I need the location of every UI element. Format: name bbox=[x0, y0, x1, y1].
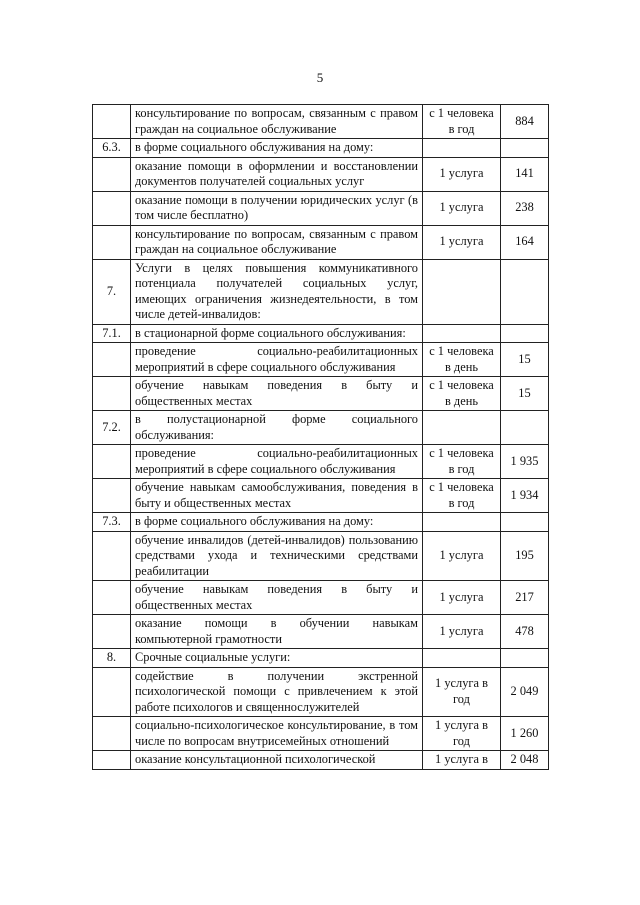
tariff-value-cell: 164 bbox=[501, 225, 549, 259]
unit-cell: 1 услуга bbox=[423, 157, 501, 191]
table-row bbox=[93, 139, 549, 158]
unit-cell: 1 услуга в bbox=[423, 751, 501, 770]
unit-cell: 1 услуга bbox=[423, 615, 501, 649]
service-name-cell: обучение инвалидов (детей-инвалидов) пользованию средствами ухода и техническими средствами реабилитации bbox=[131, 531, 423, 581]
unit-cell bbox=[423, 411, 501, 445]
unit-cell: с 1 человека в день bbox=[423, 343, 501, 377]
row-number-cell bbox=[93, 717, 131, 751]
unit-cell bbox=[423, 513, 501, 532]
row-number-cell: 7.3. bbox=[93, 513, 131, 532]
tariff-value-cell: 1 260 bbox=[501, 717, 549, 751]
service-name-cell: содействие в получении экстренной психологической помощи с привлечением к этой работе психологов и священнослужителей bbox=[131, 667, 423, 717]
tariff-value-cell: 1 934 bbox=[501, 479, 549, 513]
row-number-cell: 7.2. bbox=[93, 411, 131, 445]
tariff-value-cell: 238 bbox=[501, 191, 549, 225]
row-number-cell bbox=[93, 225, 131, 259]
service-name-cell: социально-психологическое консультирование, в том числе по вопросам внутрисемейных отношений bbox=[131, 717, 423, 751]
unit-cell bbox=[423, 324, 501, 343]
table-row bbox=[93, 343, 549, 377]
tariff-value-cell: 15 bbox=[501, 377, 549, 411]
row-number-cell bbox=[93, 531, 131, 581]
row-number-cell bbox=[93, 615, 131, 649]
service-name-cell: в форме социального обслуживания на дому: bbox=[131, 139, 423, 158]
unit-cell: с 1 человека в год bbox=[423, 105, 501, 139]
tariff-value-cell: 141 bbox=[501, 157, 549, 191]
unit-cell: 1 услуга bbox=[423, 581, 501, 615]
table-row bbox=[93, 324, 549, 343]
table-row bbox=[93, 445, 549, 479]
table-row bbox=[93, 259, 549, 324]
unit-cell bbox=[423, 259, 501, 324]
service-name-cell: в полустационарной форме социального обслуживания: bbox=[131, 411, 423, 445]
unit-cell bbox=[423, 649, 501, 668]
table-row bbox=[93, 411, 549, 445]
service-name-cell: оказание помощи в получении юридических услуг (в том числе бесплатно) bbox=[131, 191, 423, 225]
tariff-value-cell: 478 bbox=[501, 615, 549, 649]
unit-cell: с 1 человека в день bbox=[423, 377, 501, 411]
row-number-cell bbox=[93, 581, 131, 615]
tariff-value-cell: 2 049 bbox=[501, 667, 549, 717]
service-name-cell: обучение навыкам поведения в быту и общественных местах bbox=[131, 581, 423, 615]
table-row bbox=[93, 649, 549, 668]
unit-cell: 1 услуга bbox=[423, 225, 501, 259]
row-number-cell: 7.1. bbox=[93, 324, 131, 343]
row-number-cell: 7. bbox=[93, 259, 131, 324]
table-row bbox=[93, 581, 549, 615]
service-name-cell: оказание помощи в оформлении и восстановлении документов получателей социальных услуг bbox=[131, 157, 423, 191]
unit-cell: с 1 человека в год bbox=[423, 445, 501, 479]
service-name-cell: консультирование по вопросам, связанным с правом граждан на социальное обслуживание bbox=[131, 225, 423, 259]
service-name-cell: консультирование по вопросам, связанным с правом граждан на социальное обслуживание bbox=[131, 105, 423, 139]
unit-cell: 1 услуга в год bbox=[423, 717, 501, 751]
table-row bbox=[93, 531, 549, 581]
tariff-value-cell: 195 bbox=[501, 531, 549, 581]
row-number-cell bbox=[93, 479, 131, 513]
tariff-value-cell: 884 bbox=[501, 105, 549, 139]
tariff-value-cell: 217 bbox=[501, 581, 549, 615]
unit-cell bbox=[423, 139, 501, 158]
unit-cell: 1 услуга bbox=[423, 531, 501, 581]
row-number-cell: 6.3. bbox=[93, 139, 131, 158]
tariff-value-cell bbox=[501, 139, 549, 158]
table-row bbox=[93, 513, 549, 532]
service-name-cell: Услуги в целях повышения коммуникативного потенциала получателей социальных услуг, имеющих ограничения жизнедеятельности, в том числе детей-инвалидов: bbox=[131, 259, 423, 324]
tariff-value-cell bbox=[501, 259, 549, 324]
service-name-cell: проведение социально-реабилитационных мероприятий в сфере социального обслуживания bbox=[131, 445, 423, 479]
tariff-table bbox=[92, 104, 549, 770]
table-row bbox=[93, 667, 549, 717]
tariff-value-cell: 15 bbox=[501, 343, 549, 377]
service-name-cell: в стационарной форме социального обслуживания: bbox=[131, 324, 423, 343]
table-row bbox=[93, 191, 549, 225]
tariff-value-cell bbox=[501, 513, 549, 532]
table-row bbox=[93, 717, 549, 751]
service-name-cell: обучение навыкам самообслуживания, поведения в быту и общественных местах bbox=[131, 479, 423, 513]
row-number-cell bbox=[93, 751, 131, 770]
row-number-cell bbox=[93, 157, 131, 191]
page-number: 5 bbox=[316, 70, 324, 85]
service-name-cell: оказание консультационной психологической bbox=[131, 751, 423, 770]
service-name-cell: Срочные социальные услуги: bbox=[131, 649, 423, 668]
row-number-cell bbox=[93, 191, 131, 225]
unit-cell: 1 услуга bbox=[423, 191, 501, 225]
row-number-cell bbox=[93, 377, 131, 411]
table-row bbox=[93, 615, 549, 649]
service-name-cell: оказание помощи в обучении навыкам компьютерной грамотности bbox=[131, 615, 423, 649]
tariff-table-body bbox=[93, 105, 549, 770]
row-number-cell bbox=[93, 105, 131, 139]
table-row bbox=[93, 377, 549, 411]
tariff-value-cell: 2 048 bbox=[501, 751, 549, 770]
row-number-cell bbox=[93, 667, 131, 717]
row-number-cell: 8. bbox=[93, 649, 131, 668]
table-row bbox=[93, 105, 549, 139]
service-name-cell: обучение навыкам поведения в быту и общественных местах bbox=[131, 377, 423, 411]
unit-cell: 1 услуга в год bbox=[423, 667, 501, 717]
row-number-cell bbox=[93, 445, 131, 479]
service-name-cell: проведение социально-реабилитационных мероприятий в сфере социального обслуживания bbox=[131, 343, 423, 377]
table-row bbox=[93, 225, 549, 259]
table-row bbox=[93, 751, 549, 770]
service-name-cell: в форме социального обслуживания на дому: bbox=[131, 513, 423, 532]
tariff-value-cell: 1 935 bbox=[501, 445, 549, 479]
table-row bbox=[93, 479, 549, 513]
tariff-value-cell bbox=[501, 411, 549, 445]
tariff-value-cell bbox=[501, 324, 549, 343]
table-row bbox=[93, 157, 549, 191]
tariff-value-cell bbox=[501, 649, 549, 668]
unit-cell: с 1 человека в год bbox=[423, 479, 501, 513]
row-number-cell bbox=[93, 343, 131, 377]
